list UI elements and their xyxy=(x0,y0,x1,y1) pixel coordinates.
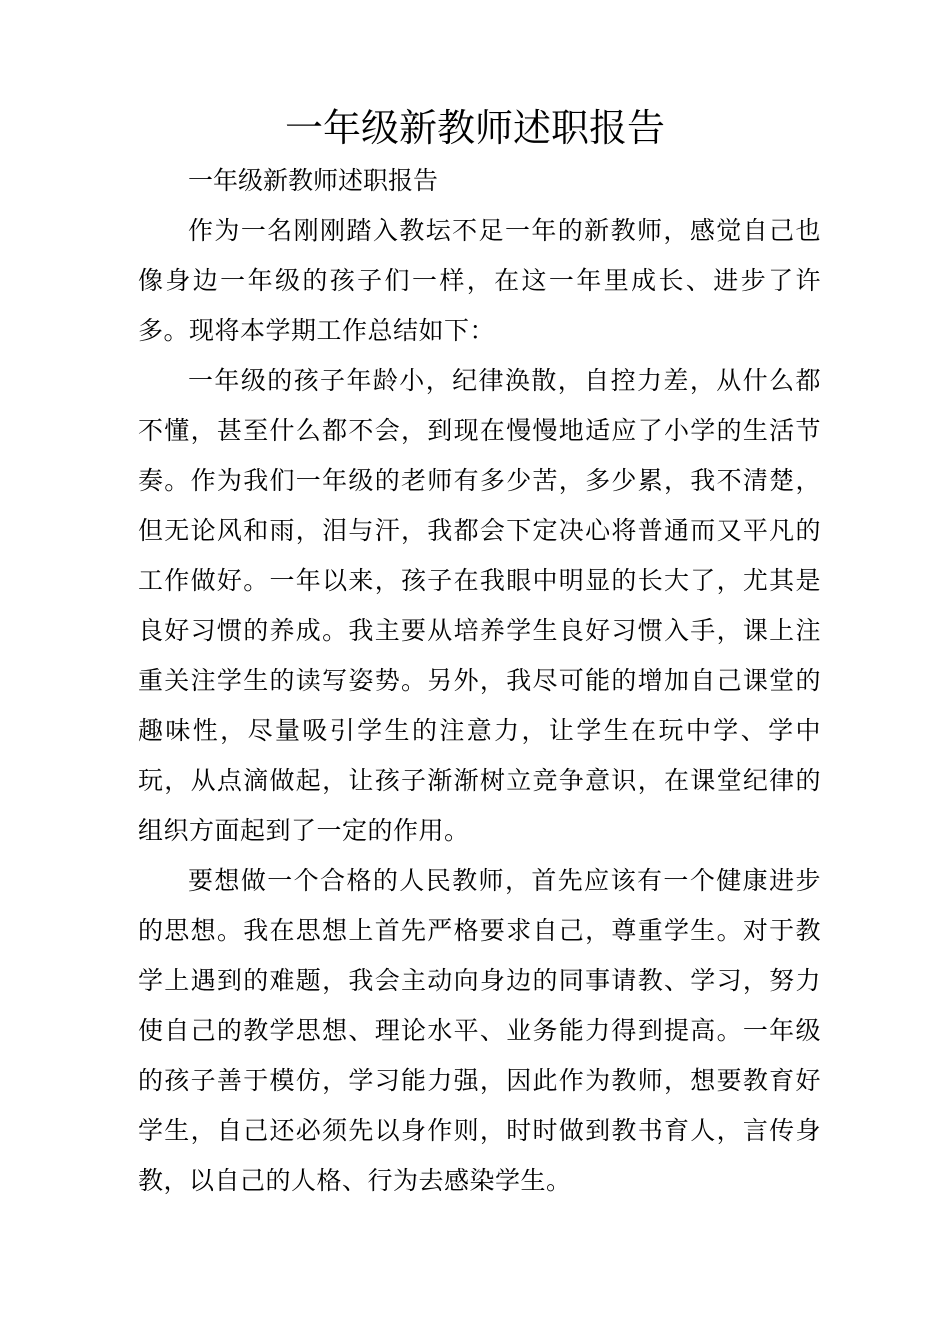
habits-paragraph: 一年级的孩子年龄小，纪律涣散，自控力差，从什么都不懂，甚至什么都不会，到现在慢慢地适应了小学的生活节奏。作为我们一年级的老师有多少苦，多少累，我不清楚，但无论风和雨，泪与汗，我都会下定决心将普通而又平凡的工作做好。一年以来，孩子在我眼中明显的长大了，尤其是良好习惯的养成。我主要从培养学生良好习惯入手，课上注重关注学生的读写姿势。另外，我尽可能的增加自己课堂的趣味性，尽量吸引学生的注意力，让学生在玩中学、学中玩，从点滴做起，让孩子渐渐树立竞争意识，在课堂纪律的组织方面起到了一定的作用。 xyxy=(138,366,821,845)
document-subtitle-paragraph: 一年级新教师述职报告 xyxy=(188,166,439,195)
document-title: 一年级新教师述职报告 xyxy=(284,106,665,150)
teacher-ideology-paragraph: 要想做一个合格的人民教师，首先应该有一个健康进步的思想。我在思想上首先严格要求自己，尊重学生。对于教学上遇到的难题，我会主动向身边的同事请教、学习，努力使自己的教学思想、理论水平、业务能力得到提高。一年级的孩子善于模仿，学习能力强，因此作为教师，想要教育好学生，自己还必须先以身作则，时时做到教书育人，言传身教，以自己的人格、行为去感染学生。 xyxy=(138,866,821,1195)
document-body xyxy=(138,156,821,1206)
intro-paragraph: 作为一名刚刚踏入教坛不足一年的新教师，感觉自己也像身边一年级的孩子们一样，在这一年里成长、进步了许多。现将本学期工作总结如下： xyxy=(138,216,821,345)
